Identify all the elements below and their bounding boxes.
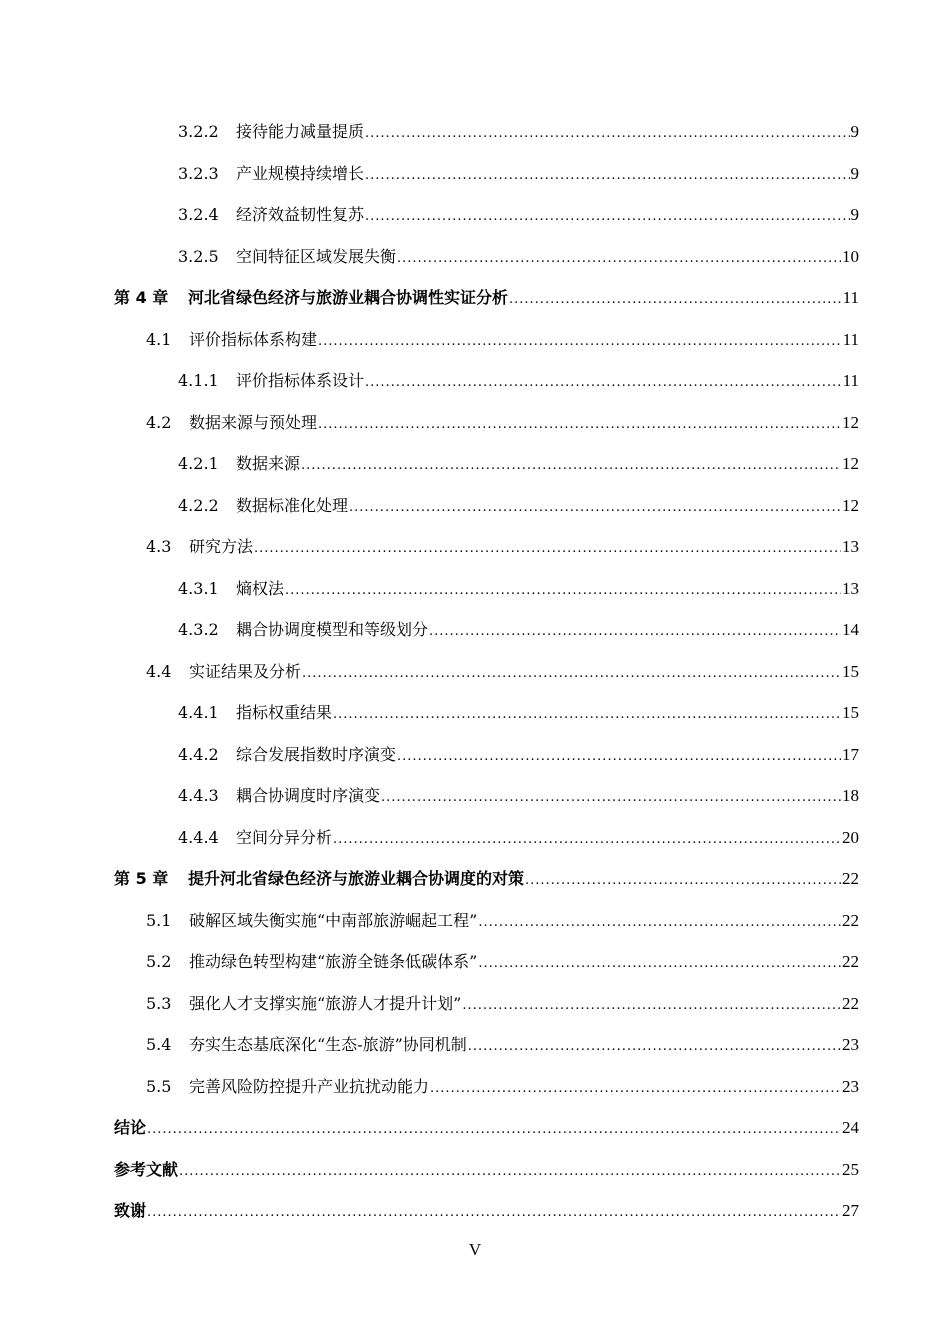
toc-entry[interactable] xyxy=(0,701,950,725)
toc-leader-dots xyxy=(285,579,841,603)
toc-entry-number: 5.1 xyxy=(146,911,172,930)
toc-leader-dots xyxy=(318,413,841,437)
toc-leader-dots xyxy=(468,1035,841,1059)
toc-entry-page: 18 xyxy=(842,786,859,805)
toc-entry-title: 实证结果及分析 xyxy=(189,662,302,681)
toc-entry-title: 参考文献 xyxy=(114,1160,179,1179)
toc-entry[interactable] xyxy=(0,1033,950,1057)
toc-leader-dots xyxy=(349,496,841,520)
toc-leader-dots xyxy=(254,537,841,561)
toc-leader-dots xyxy=(397,247,841,271)
toc-entry-number: 4.3 xyxy=(146,537,172,556)
toc-entry-number: 5.4 xyxy=(146,1035,172,1054)
toc-entry-page: 12 xyxy=(842,496,859,515)
toc-entry[interactable] xyxy=(0,452,950,476)
toc-entry-title: 破解区域失衡实施“中南部旅游崛起工程” xyxy=(189,911,478,930)
toc-entry-chapter[interactable] xyxy=(0,286,950,310)
toc-leader-dots xyxy=(147,1201,841,1225)
toc-entry-number: 4.1 xyxy=(146,330,172,349)
toc-entry[interactable] xyxy=(0,743,950,767)
toc-entry-page: 20 xyxy=(842,828,859,847)
toc-entry-references[interactable] xyxy=(0,1158,950,1182)
toc-entry-number: 5.5 xyxy=(146,1077,172,1096)
toc-entry-title: 空间特征区域发展失衡 xyxy=(236,247,397,266)
toc-entry-acknowledgements[interactable] xyxy=(0,1199,950,1223)
toc-leader-dots xyxy=(179,1160,841,1184)
toc-entry-number: 4.4.4 xyxy=(178,828,219,847)
toc-entry-title: 数据来源与预处理 xyxy=(189,413,318,432)
toc-entry-page: 23 xyxy=(842,1035,859,1054)
toc-entry-page: 11 xyxy=(842,371,859,390)
toc-entry[interactable] xyxy=(0,162,950,186)
toc-entry-page: 11 xyxy=(842,330,859,349)
toc-entry[interactable] xyxy=(0,618,950,642)
toc-entry-title: 指标权重结果 xyxy=(236,703,333,722)
toc-entry-title: 耦合协调度模型和等级划分 xyxy=(236,620,429,639)
toc-entry-page: 12 xyxy=(842,454,859,473)
toc-entry-page: 10 xyxy=(842,247,859,266)
toc-entry[interactable] xyxy=(0,577,950,601)
toc-entry-title: 研究方法 xyxy=(189,537,254,556)
toc-entry[interactable] xyxy=(0,245,950,269)
toc-entry-number: 3.2.5 xyxy=(178,247,219,266)
toc-entry-number: 4.3.2 xyxy=(178,620,219,639)
toc-entry-title: 耦合协调度时序演变 xyxy=(236,786,381,805)
toc-entry-number: 4.2.2 xyxy=(178,496,219,515)
toc-entry-page: 15 xyxy=(842,662,859,681)
toc-entry-title: 空间分异分析 xyxy=(236,828,333,847)
toc-entry-title: 评价指标体系构建 xyxy=(189,330,318,349)
toc-leader-dots xyxy=(333,703,841,727)
toc-leader-dots xyxy=(301,454,841,478)
toc-entry-page: 22 xyxy=(842,869,859,888)
toc-entry-chapter[interactable] xyxy=(0,867,950,891)
toc-leader-dots xyxy=(365,371,842,395)
toc-entry-number: 第 4 章 xyxy=(114,288,169,307)
toc-entry-title: 熵权法 xyxy=(236,579,285,598)
toc-entry-page: 9 xyxy=(850,205,859,224)
toc-leader-dots xyxy=(478,911,841,935)
toc-entry[interactable] xyxy=(0,950,950,974)
toc-entry-title: 数据标准化处理 xyxy=(236,496,349,515)
toc-entry-page: 17 xyxy=(842,745,859,764)
toc-entry[interactable] xyxy=(0,369,950,393)
toc-entry[interactable] xyxy=(0,660,950,684)
toc-leader-dots xyxy=(333,828,841,852)
toc-entry-number: 3.2.2 xyxy=(178,122,219,141)
toc-entry-title: 评价指标体系设计 xyxy=(236,371,365,390)
toc-entry-number: 第 5 章 xyxy=(114,869,169,888)
toc-entry-title: 夯实生态基底深化“生态-旅游”协同机制 xyxy=(189,1035,467,1054)
toc-leader-dots xyxy=(509,288,842,312)
toc-entry-page: 25 xyxy=(842,1160,859,1179)
toc-entry-title: 结论 xyxy=(114,1118,147,1137)
toc-entry[interactable] xyxy=(0,909,950,933)
toc-entry-number: 4.1.1 xyxy=(178,371,219,390)
toc-entry[interactable] xyxy=(0,203,950,227)
toc-leader-dots xyxy=(302,662,841,686)
toc-entry-number: 4.4.1 xyxy=(178,703,219,722)
toc-entry[interactable] xyxy=(0,1075,950,1099)
toc-entry-page: 22 xyxy=(842,952,859,971)
toc-entry[interactable] xyxy=(0,411,950,435)
toc-entry[interactable] xyxy=(0,992,950,1016)
page-number-footer: V xyxy=(468,1240,482,1259)
toc-leader-dots xyxy=(462,994,841,1018)
toc-entry-page: 13 xyxy=(842,537,859,556)
toc-entry-page: 23 xyxy=(842,1077,859,1096)
toc-entry-number: 4.2.1 xyxy=(178,454,219,473)
toc-entry-title: 强化人才支撑实施“旅游人才提升计划” xyxy=(189,994,462,1013)
toc-entry-page: 13 xyxy=(842,579,859,598)
toc-entry-page: 27 xyxy=(842,1201,859,1220)
toc-entry-page: 15 xyxy=(842,703,859,722)
toc-leader-dots xyxy=(478,952,841,976)
toc-entry-number: 5.2 xyxy=(146,952,172,971)
toc-leader-dots xyxy=(525,869,841,893)
toc-entry-title: 河北省绿色经济与旅游业耦合协调性实证分析 xyxy=(188,288,509,307)
toc-leader-dots xyxy=(365,164,849,188)
toc-leader-dots xyxy=(147,1118,841,1142)
toc-entry-page: 12 xyxy=(842,413,859,432)
toc-entry-title: 数据来源 xyxy=(236,454,301,473)
toc-entry-page: 9 xyxy=(850,122,859,141)
toc-entry-page: 24 xyxy=(842,1118,859,1137)
toc-entry-page: 22 xyxy=(842,994,859,1013)
toc-entry-page: 9 xyxy=(850,164,859,183)
toc-entry-number: 3.2.3 xyxy=(178,164,219,183)
toc-entry-title: 提升河北省绿色经济与旅游业耦合协调度的对策 xyxy=(188,869,525,888)
toc-entry-number: 5.3 xyxy=(146,994,172,1013)
toc-entry-number: 4.4 xyxy=(146,662,172,681)
toc-entry-page: 22 xyxy=(842,911,859,930)
toc-entry-title: 致谢 xyxy=(114,1201,147,1220)
toc-entry-title: 产业规模持续增长 xyxy=(236,164,365,183)
toc-entry-title: 综合发展指数时序演变 xyxy=(236,745,397,764)
toc-entry-number: 4.2 xyxy=(146,413,172,432)
toc-entry-number: 4.3.1 xyxy=(178,579,219,598)
toc-entry[interactable] xyxy=(0,328,950,352)
toc-entry-title: 完善风险防控提升产业抗扰动能力 xyxy=(189,1077,430,1096)
toc-entry-conclusion[interactable] xyxy=(0,1116,950,1140)
toc-entry-title: 接待能力减量提质 xyxy=(236,122,365,141)
toc-entry[interactable] xyxy=(0,535,950,559)
toc-entry[interactable] xyxy=(0,494,950,518)
toc-leader-dots xyxy=(365,205,849,229)
toc-entry-title: 经济效益韧性复苏 xyxy=(236,205,365,224)
toc-entry[interactable] xyxy=(0,120,950,144)
toc-entry-number: 4.4.2 xyxy=(178,745,219,764)
toc-entry-number: 4.4.3 xyxy=(178,786,219,805)
toc-entry-number: 3.2.4 xyxy=(178,205,219,224)
toc-leader-dots xyxy=(381,786,841,810)
toc-entry-page: 14 xyxy=(842,620,859,639)
toc-leader-dots xyxy=(397,745,841,769)
toc-leader-dots xyxy=(318,330,842,354)
toc-entry[interactable] xyxy=(0,784,950,808)
toc-entry[interactable] xyxy=(0,826,950,850)
toc-leader-dots xyxy=(430,1077,841,1101)
toc-leader-dots xyxy=(365,122,849,146)
toc-leader-dots xyxy=(429,620,841,644)
toc-entry-page: 11 xyxy=(842,288,859,307)
toc-entry-title: 推动绿色转型构建“旅游全链条低碳体系” xyxy=(189,952,478,971)
